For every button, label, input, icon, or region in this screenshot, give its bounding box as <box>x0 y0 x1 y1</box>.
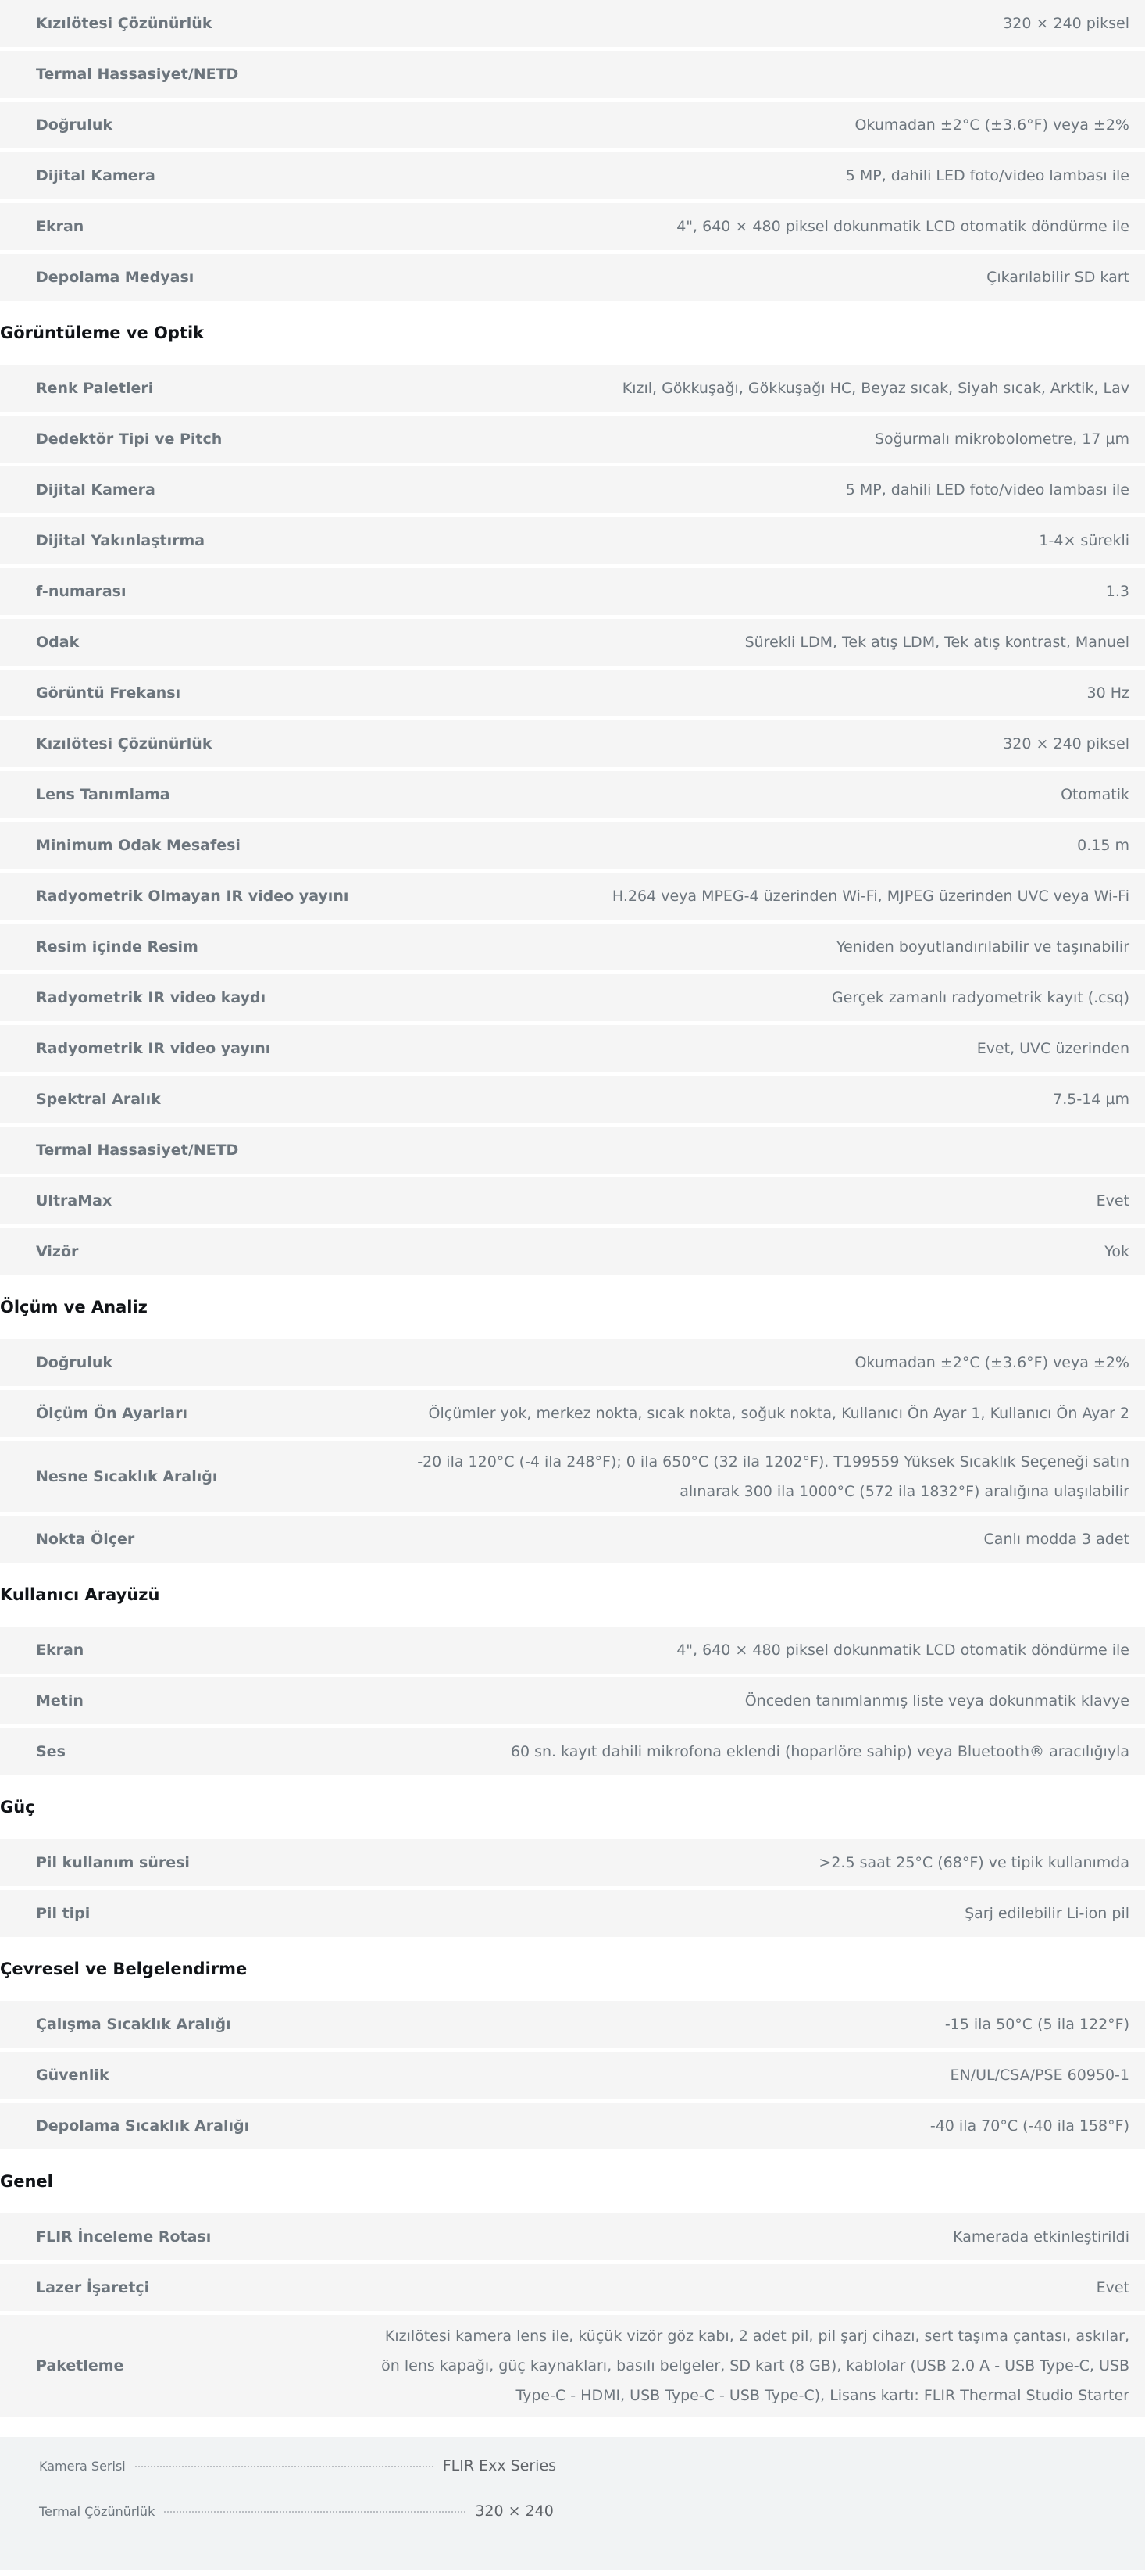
spec-label: Görüntü Frekansı <box>36 684 181 702</box>
spec-label: Dedektör Tipi ve Pitch <box>36 431 223 448</box>
spec-value: Önceden tanımlanmış liste veya dokunmatik klavye <box>744 1692 1129 1710</box>
section-title-measurement: Ölçüm ve Analiz <box>0 1298 148 1317</box>
spec-label: Ölçüm Ön Ayarları <box>36 1405 187 1422</box>
spec-label: Ekran <box>36 1642 84 1659</box>
spec-value: 320 × 240 piksel <box>1003 15 1129 32</box>
spec-value: Şarj edilebilir Li-ion pil <box>965 1905 1129 1922</box>
summary-box <box>0 2437 1145 2570</box>
spec-value: Okumadan ±2°C (±3.6°F) veya ±2% <box>854 116 1129 134</box>
spec-row-measurement-presets <box>0 1390 1145 1437</box>
spec-row-laser-pointer <box>0 2264 1145 2311</box>
spec-value: Yok <box>1104 1243 1129 1260</box>
spec-label: Lens Tanımlama <box>36 786 170 803</box>
spec-row-spectral-range <box>0 1076 1145 1123</box>
summary-key: Kamera Serisi <box>39 2459 126 2474</box>
spec-value: Sürekli LDM, Tek atış LDM, Tek atış kontrast, Manuel <box>744 634 1129 651</box>
spec-value: -40 ila 70°C (-40 ila 158°F) <box>929 2117 1129 2135</box>
spec-row-ultramax <box>0 1177 1145 1224</box>
spec-row-digital-camera <box>0 466 1145 513</box>
spec-value: Evet, UVC üzerinden <box>976 1040 1129 1057</box>
spec-row-netd <box>0 51 1145 98</box>
spec-row-object-temp-range <box>0 1441 1145 1512</box>
spec-label: Doğruluk <box>36 1354 112 1371</box>
spec-label: Kızılötesi Çözünürlük <box>36 735 212 752</box>
spec-label: Lazer İşaretçi <box>36 2279 150 2296</box>
spec-row-digital-camera <box>0 152 1145 199</box>
spec-label: Dijital Kamera <box>36 167 155 184</box>
spec-label: Renk Paletleri <box>36 380 154 397</box>
spec-value: Soğurmalı mikrobolometre, 17 µm <box>874 431 1129 448</box>
spec-value: 7.5-14 µm <box>1053 1091 1129 1108</box>
spec-value: Gerçek zamanlı radyometrik kayıt (.csq) <box>831 989 1129 1006</box>
spec-label: Odak <box>36 634 80 651</box>
spec-label: Ekran <box>36 218 84 235</box>
dotted-leader <box>135 2466 433 2467</box>
spec-label: Dijital Kamera <box>36 481 155 498</box>
spec-label: Metin <box>36 1692 84 1710</box>
summary-value: 320 × 240 <box>475 2503 554 2520</box>
spec-row-netd <box>0 1127 1145 1174</box>
spec-row-min-focus-distance <box>0 822 1145 869</box>
spec-label: f-numarası <box>36 583 127 600</box>
spec-row-f-number <box>0 568 1145 615</box>
spec-value: Ölçümler yok, merkez nokta, sıcak nokta, soğuk nokta, Kullanıcı Ön Ayar 1, Kullanıcı Ön Ayar 2 <box>428 1405 1129 1422</box>
spec-row-spot-meter <box>0 1516 1145 1563</box>
spec-label: Nesne Sıcaklık Aralığı <box>36 1467 218 1485</box>
spec-value: 1.3 <box>1105 583 1129 600</box>
spec-label: Dijital Yakınlaştırma <box>36 532 205 549</box>
spec-row-packaging <box>0 2315 1145 2417</box>
spec-label: Depolama Sıcaklık Aralığı <box>36 2117 250 2135</box>
spec-label: Radyometrik IR video kaydı <box>36 989 266 1006</box>
section-title-general: Genel <box>0 2172 53 2191</box>
spec-value: >2.5 saat 25°C (68°F) ve tipik kullanımda <box>819 1854 1129 1871</box>
section-title-environmental: Çevresel ve Belgelendirme <box>0 1960 248 1978</box>
spec-label: Radyometrik IR video yayını <box>36 1040 271 1057</box>
spec-row-frame-rate <box>0 670 1145 716</box>
spec-value: -15 ila 50°C (5 ila 122°F) <box>944 2016 1129 2033</box>
summary-key: Termal Çözünürlük <box>39 2504 155 2519</box>
spec-value: Kızıl, Gökkuşağı, Gökkuşağı HC, Beyaz sıcak, Siyah sıcak, Arktik, Lav <box>622 380 1129 397</box>
spec-row-lens-identification <box>0 771 1145 818</box>
spec-row-inspection-route <box>0 2213 1145 2260</box>
spec-label: Spektral Aralık <box>36 1091 161 1108</box>
spec-label: Minimum Odak Mesafesi <box>36 837 241 854</box>
spec-row-non-radiometric-stream <box>0 873 1145 920</box>
summary-row-camera-series <box>39 2457 1106 2503</box>
spec-row-ir-resolution <box>0 720 1145 767</box>
spec-row-safety <box>0 2052 1145 2099</box>
section-title-imaging-optics: Görüntüleme ve Optik <box>0 323 205 342</box>
spec-row-picture-in-picture <box>0 924 1145 970</box>
spec-value: Yeniden boyutlandırılabilir ve taşınabilir <box>836 938 1129 956</box>
spec-row-battery-type <box>0 1890 1145 1937</box>
spec-label: Nokta Ölçer <box>36 1531 135 1548</box>
spec-row-radiometric-recording <box>0 974 1145 1021</box>
spec-value: 1-4× sürekli <box>1039 532 1129 549</box>
spec-label: Resim içinde Resim <box>36 938 198 956</box>
spec-row-focus <box>0 619 1145 666</box>
spec-label: Güvenlik <box>36 2067 109 2084</box>
spec-value: 4", 640 × 480 piksel dokunmatik LCD otomatik döndürme ile <box>676 1642 1129 1659</box>
spec-value: Evet <box>1096 2279 1129 2296</box>
spec-row-display <box>0 203 1145 250</box>
spec-row-detector <box>0 416 1145 463</box>
spec-label: Pil kullanım süresi <box>36 1854 190 1871</box>
spec-label: Radyometrik Olmayan IR video yayını <box>36 888 349 905</box>
spec-row-color-palettes <box>0 365 1145 412</box>
spec-label: Paketleme <box>36 2357 124 2374</box>
spec-value: H.264 veya MPEG-4 üzerinden Wi-Fi, MJPEG üzerinden UVC veya Wi-Fi <box>612 888 1129 905</box>
spec-row-storage-temp <box>0 2103 1145 2149</box>
spec-value: Kamerada etkinleştirildi <box>953 2228 1129 2246</box>
spec-value: 320 × 240 piksel <box>1003 735 1129 752</box>
spec-value: Canlı modda 3 adet <box>983 1531 1129 1548</box>
spec-value: -20 ila 120°C (-4 ila 248°F); 0 ila 650°C (32 ila 1202°F). T199559 Yüksek Sıcaklık Seçeneği satın alınarak 300 ila 1000°C (572 ila 1832°F) aralığına ulaşılabilir <box>417 1452 1129 1500</box>
summary-row-thermal-resolution <box>39 2503 1106 2548</box>
section-title-power: Güç <box>0 1798 35 1817</box>
spec-label: Depolama Medyası <box>36 269 194 286</box>
spec-value: 4", 640 × 480 piksel dokunmatik LCD otomatik döndürme ile <box>676 218 1129 235</box>
spec-value: 0.15 m <box>1077 837 1129 854</box>
spec-row-accuracy <box>0 1339 1145 1386</box>
spec-row-battery-life <box>0 1839 1145 1886</box>
spec-row-text <box>0 1677 1145 1724</box>
spec-label: Ses <box>36 1743 66 1760</box>
spec-label: Vizör <box>36 1243 79 1260</box>
spec-label: UltraMax <box>36 1192 112 1209</box>
section-title-user-interface: Kullanıcı Arayüzü <box>0 1585 160 1604</box>
spec-value: Kızılötesi kamera lens ile, küçük vizör göz kabı, 2 adet pil, pil şarj cihazı, sert taşıma çantası, askılar, ön lens kapağı, güç kaynakları, basılı belgeler, SD kart (8 GB), kablolar (USB 2.0 A - USB Type-C, USB Type-C - HDMI, USB Type-C - USB Type-C), Lisans kartı: FLIR Thermal Studio Starter <box>381 2328 1129 2404</box>
spec-label: Kızılötesi Çözünürlük <box>36 15 212 32</box>
spec-row-voice <box>0 1728 1145 1775</box>
spec-label: Pil tipi <box>36 1905 91 1922</box>
spec-value: 5 MP, dahili LED foto/video lambası ile <box>845 481 1129 498</box>
spec-value: 5 MP, dahili LED foto/video lambası ile <box>845 167 1129 184</box>
spec-row-operating-temp <box>0 2001 1145 2048</box>
spec-label: FLIR İnceleme Rotası <box>36 2228 212 2246</box>
spec-row-digital-zoom <box>0 517 1145 564</box>
spec-row-accuracy <box>0 102 1145 148</box>
spec-row-viewfinder <box>0 1228 1145 1275</box>
summary-value: FLIR Exx Series <box>442 2457 557 2474</box>
spec-row-radiometric-stream <box>0 1025 1145 1072</box>
spec-row-ir-resolution <box>0 0 1145 47</box>
spec-row-storage-media <box>0 254 1145 301</box>
spec-label: Doğruluk <box>36 116 112 134</box>
spec-value: Okumadan ±2°C (±3.6°F) veya ±2% <box>854 1354 1129 1371</box>
spec-value: Otomatik <box>1061 786 1129 803</box>
spec-value: 30 Hz <box>1086 684 1129 702</box>
spec-value: 60 sn. kayıt dahili mikrofona eklendi (hoparlöre sahip) veya Bluetooth® aracılığıyla <box>510 1743 1129 1760</box>
spec-label: Termal Hassasiyet/NETD <box>36 1142 239 1159</box>
spec-value: Çıkarılabilir SD kart <box>986 269 1129 286</box>
spec-value: EN/UL/CSA/PSE 60950-1 <box>950 2067 1129 2084</box>
spec-label: Çalışma Sıcaklık Aralığı <box>36 2016 231 2033</box>
spec-value: Evet <box>1096 1192 1129 1209</box>
spec-row-display <box>0 1627 1145 1674</box>
dotted-leader <box>164 2511 465 2513</box>
spec-label: Termal Hassasiyet/NETD <box>36 66 239 83</box>
